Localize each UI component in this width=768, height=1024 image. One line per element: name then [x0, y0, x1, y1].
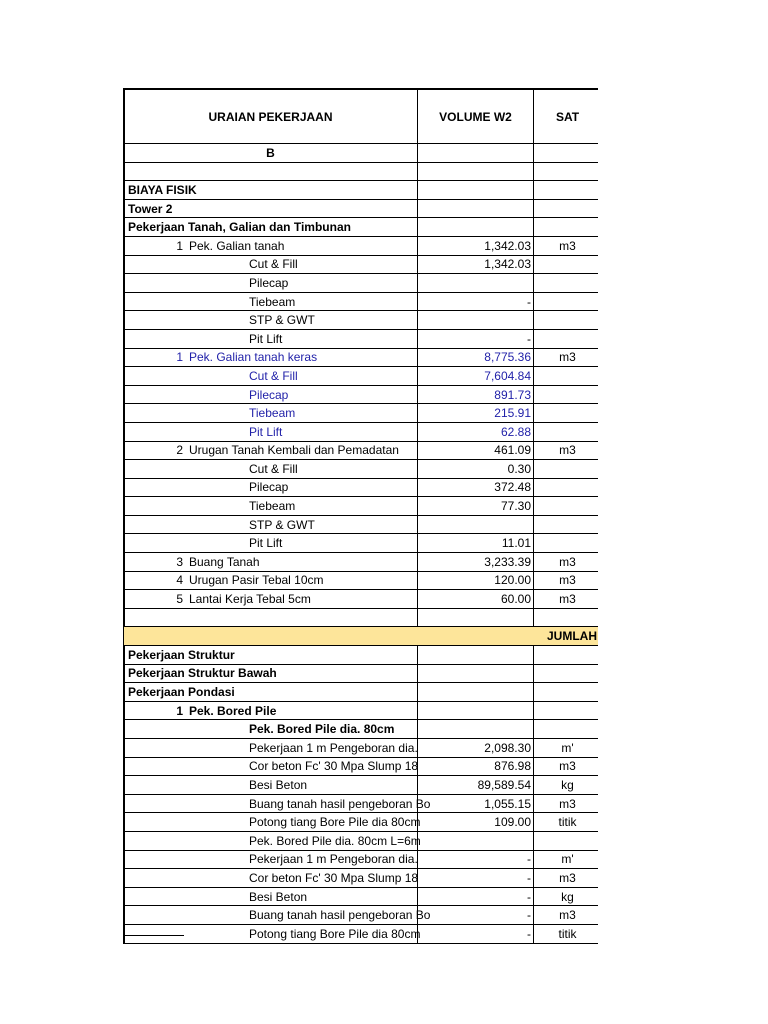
- item-description: Pekerjaan Struktur: [128, 647, 235, 662]
- table-row[interactable]: [123, 218, 598, 237]
- item-description: Pilecap: [249, 387, 289, 402]
- cell-satuan[interactable]: m': [533, 739, 601, 757]
- item-number: 4: [176, 573, 183, 588]
- cell-volume[interactable]: 89,589.54: [417, 776, 533, 794]
- jumlah-label[interactable]: JUMLAH: [547, 629, 597, 644]
- cell-satuan[interactable]: m3: [533, 795, 601, 813]
- cell-satuan[interactable]: [533, 256, 601, 274]
- table-bottom-border: [123, 935, 184, 936]
- table-row[interactable]: [123, 516, 598, 535]
- cell-volume[interactable]: [417, 832, 533, 850]
- cell-satuan[interactable]: m3: [533, 590, 601, 608]
- table-row[interactable]: [123, 163, 598, 182]
- item-description: Lantai Kerja Tebal 5cm: [189, 592, 311, 607]
- table-row[interactable]: [123, 181, 598, 200]
- item-description: Pekerjaan 1 m Pengeboran dia.: [249, 852, 418, 867]
- item-description: Pilecap: [249, 480, 289, 495]
- item-description: Pek. Galian tanah: [189, 238, 285, 253]
- table-row[interactable]: [123, 609, 598, 628]
- cell-satuan[interactable]: kg: [533, 888, 601, 906]
- item-description: Pek. Bored Pile: [189, 703, 277, 718]
- table-row[interactable]: [123, 367, 598, 386]
- item-description: Pit Lift: [249, 424, 283, 439]
- cell-satuan[interactable]: [533, 200, 601, 218]
- table-row[interactable]: [123, 665, 598, 684]
- cell-satuan[interactable]: [533, 460, 601, 478]
- item-description: Tower 2: [128, 201, 173, 216]
- cell-volume[interactable]: [417, 646, 533, 664]
- cell-volume[interactable]: 1,055.15: [417, 795, 533, 813]
- table-row[interactable]: [123, 423, 598, 442]
- table-row[interactable]: [123, 311, 598, 330]
- cell-satuan[interactable]: [533, 423, 601, 441]
- cell-satuan[interactable]: [533, 479, 601, 497]
- table-row[interactable]: [123, 776, 598, 795]
- table-row[interactable]: [123, 702, 598, 721]
- item-number: 1: [176, 350, 183, 365]
- item-number: 5: [176, 592, 183, 607]
- cell-satuan[interactable]: m3: [533, 553, 601, 571]
- item-description: Pilecap: [249, 275, 289, 290]
- table-row[interactable]: [123, 293, 598, 312]
- cell-volume[interactable]: 62.88: [417, 423, 533, 441]
- cell-satuan[interactable]: [533, 702, 601, 720]
- item-number: 1: [176, 703, 183, 718]
- table-row[interactable]: [123, 832, 598, 851]
- item-description: Besi Beton: [249, 889, 308, 904]
- item-number: 2: [176, 443, 183, 458]
- cell-volume[interactable]: 60.00: [417, 590, 533, 608]
- cell-satuan[interactable]: [533, 404, 601, 422]
- table-row[interactable]: [123, 553, 598, 572]
- cell-satuan[interactable]: titik: [533, 925, 601, 943]
- table-row[interactable]: [123, 442, 598, 461]
- table-header: [123, 88, 598, 144]
- item-description: BIAYA FISIK: [128, 182, 197, 197]
- cell-volume[interactable]: [417, 144, 533, 162]
- item-description: Tiebeam: [249, 406, 296, 421]
- table-row[interactable]: [123, 720, 598, 739]
- item-description: Tiebeam: [249, 294, 296, 309]
- item-description: Potong tiang Bore Pile dia 80cm: [249, 815, 421, 830]
- cell-volume[interactable]: 109.00: [417, 813, 533, 831]
- cell-volume[interactable]: [417, 218, 533, 236]
- cell-satuan[interactable]: titik: [533, 813, 601, 831]
- table-row[interactable]: [123, 330, 598, 349]
- cell-satuan[interactable]: [533, 609, 601, 627]
- cell-volume[interactable]: -: [417, 293, 533, 311]
- table-row[interactable]: [123, 925, 598, 944]
- cell-volume[interactable]: 77.30: [417, 497, 533, 515]
- cell-volume[interactable]: [417, 665, 533, 683]
- cell-volume[interactable]: [417, 720, 533, 738]
- cell-satuan[interactable]: [533, 144, 601, 162]
- table-row[interactable]: [123, 497, 598, 516]
- cell-uraian[interactable]: [125, 349, 464, 367]
- table-row[interactable]: [123, 386, 598, 405]
- cell-satuan[interactable]: [533, 330, 601, 348]
- cell-satuan[interactable]: [533, 293, 601, 311]
- table-row[interactable]: [123, 869, 598, 888]
- cell-uraian[interactable]: [125, 553, 464, 571]
- item-description: Buang tanah hasil pengeboran Bo: [249, 908, 431, 923]
- item-description: Pek. Galian tanah keras: [189, 350, 318, 365]
- table-row[interactable]: [123, 851, 598, 870]
- header-volume: VOLUME W2: [417, 90, 533, 143]
- cell-uraian[interactable]: [125, 590, 464, 608]
- cell-satuan[interactable]: m3: [533, 442, 601, 460]
- table-row[interactable]: [123, 200, 598, 219]
- table-row[interactable]: [123, 144, 598, 163]
- cell-volume[interactable]: 11.01: [417, 534, 533, 552]
- cell-uraian[interactable]: [125, 683, 419, 701]
- item-description: Urugan Tanah Kembali dan Pemadatan: [189, 443, 399, 458]
- item-description: Cut & Fill: [249, 461, 298, 476]
- cell-satuan[interactable]: [533, 274, 601, 292]
- cell-volume[interactable]: 0.30: [417, 460, 533, 478]
- table-row[interactable]: [123, 237, 598, 256]
- cell-volume[interactable]: 8,775.36: [417, 349, 533, 367]
- cell-volume[interactable]: [416, 627, 531, 645]
- cell-satuan[interactable]: [533, 311, 601, 329]
- cell-satuan[interactable]: [533, 386, 601, 404]
- cell-volume[interactable]: 461.09: [417, 442, 533, 460]
- cell-volume[interactable]: [417, 163, 533, 181]
- cell-uraian[interactable]: [125, 646, 419, 664]
- cell-volume[interactable]: -: [417, 925, 533, 943]
- cell-volume[interactable]: [417, 181, 533, 199]
- cell-volume[interactable]: [417, 274, 533, 292]
- item-description: Cor beton Fc' 30 Mpa Slump 18: [249, 870, 419, 885]
- table-row[interactable]: [123, 404, 598, 423]
- cell-volume[interactable]: [417, 683, 533, 701]
- item-description: Pek. Bored Pile dia. 80cm L=6m: [249, 833, 421, 848]
- cell-uraian[interactable]: [125, 665, 419, 683]
- cell-volume[interactable]: 891.73: [417, 386, 533, 404]
- cell-uraian[interactable]: [125, 237, 464, 255]
- cell-satuan[interactable]: m': [533, 851, 601, 869]
- table-row[interactable]: [123, 739, 598, 758]
- item-description: Besi Beton: [249, 777, 308, 792]
- item-description: Cut & Fill: [249, 368, 298, 383]
- item-description: Pekerjaan Tanah, Galian dan Timbunan: [128, 220, 351, 235]
- table-row[interactable]: [123, 460, 598, 479]
- cell-uraian[interactable]: [125, 218, 419, 236]
- table-row[interactable]: [123, 572, 598, 591]
- item-description: Pekerjaan Struktur Bawah: [128, 666, 277, 681]
- cell-satuan[interactable]: [533, 497, 601, 515]
- cell-satuan[interactable]: [533, 646, 601, 664]
- cell-volume[interactable]: [417, 200, 533, 218]
- cell-volume[interactable]: -: [417, 851, 533, 869]
- item-description: Pekerjaan Pondasi: [128, 685, 235, 700]
- cell-satuan[interactable]: [533, 181, 601, 199]
- cell-satuan[interactable]: [533, 665, 601, 683]
- cell-uraian[interactable]: [125, 442, 464, 460]
- table-row[interactable]: [123, 274, 598, 293]
- cell-volume[interactable]: 876.98: [417, 758, 533, 776]
- cell-satuan[interactable]: [533, 163, 601, 181]
- table-row[interactable]: [123, 758, 598, 777]
- table-body: [123, 144, 598, 944]
- cell-uraian[interactable]: [125, 572, 464, 590]
- jumlah-row[interactable]: [123, 627, 598, 646]
- cell-volume[interactable]: -: [417, 330, 533, 348]
- table-row[interactable]: [123, 479, 598, 498]
- header-uraian: URAIAN PEKERJAAN: [208, 109, 333, 124]
- cell-volume[interactable]: [417, 702, 533, 720]
- table-row[interactable]: [123, 349, 598, 368]
- cell-volume[interactable]: 1,342.03: [417, 256, 533, 274]
- item-description: STP & GWT: [249, 313, 315, 328]
- header-sat: SAT: [533, 90, 601, 143]
- table-row[interactable]: [123, 534, 598, 553]
- table-row[interactable]: [123, 590, 598, 609]
- item-description: Pek. Bored Pile dia. 80cm: [249, 722, 395, 737]
- table-row[interactable]: [123, 256, 598, 275]
- item-description: Buang Tanah: [189, 554, 260, 569]
- item-description: Urugan Pasir Tebal 10cm: [189, 573, 324, 588]
- cell-volume[interactable]: [417, 609, 533, 627]
- cell-uraian[interactable]: [125, 702, 464, 720]
- item-description: Cor beton Fc' 30 Mpa Slump 18: [249, 759, 419, 774]
- item-description: Tiebeam: [249, 499, 296, 514]
- table-row[interactable]: [123, 813, 598, 832]
- cell-volume[interactable]: -: [417, 869, 533, 887]
- item-description: Cut & Fill: [249, 257, 298, 272]
- item-description: B: [266, 145, 275, 160]
- cell-volume[interactable]: [417, 516, 533, 534]
- cell-satuan[interactable]: m3: [533, 906, 601, 924]
- table-row[interactable]: [123, 888, 598, 907]
- cell-volume[interactable]: [417, 311, 533, 329]
- table-row[interactable]: [123, 683, 598, 702]
- item-description: STP & GWT: [249, 517, 315, 532]
- cell-uraian[interactable]: [124, 627, 415, 645]
- cell-volume[interactable]: -: [417, 888, 533, 906]
- cell-uraian[interactable]: [125, 200, 419, 218]
- cell-volume[interactable]: 372.48: [417, 479, 533, 497]
- table-row[interactable]: [123, 646, 598, 665]
- cell-satuan[interactable]: [533, 516, 601, 534]
- cell-volume[interactable]: 7,604.84: [417, 367, 533, 385]
- item-description: Pit Lift: [249, 331, 283, 346]
- cell-volume[interactable]: 120.00: [417, 572, 533, 590]
- cell-satuan[interactable]: [533, 683, 601, 701]
- item-number: 3: [176, 554, 183, 569]
- cell-satuan[interactable]: kg: [533, 776, 601, 794]
- cell-satuan[interactable]: m3: [533, 237, 601, 255]
- item-description: Potong tiang Bore Pile dia 80cm: [249, 926, 421, 941]
- item-description: Pit Lift: [249, 536, 283, 551]
- cell-volume[interactable]: 2,098.30: [417, 739, 533, 757]
- table-row[interactable]: [123, 795, 598, 814]
- cell-satuan[interactable]: [533, 218, 601, 236]
- cell-volume[interactable]: 3,233.39: [417, 553, 533, 571]
- table-row[interactable]: [123, 906, 598, 925]
- cell-satuan[interactable]: [533, 720, 601, 738]
- cell-uraian[interactable]: [125, 163, 416, 181]
- spreadsheet: [123, 88, 598, 944]
- cell-uraian[interactable]: [125, 181, 419, 199]
- cell-satuan[interactable]: m3: [533, 758, 601, 776]
- cell-volume[interactable]: 215.91: [417, 404, 533, 422]
- cell-satuan[interactable]: [533, 367, 601, 385]
- cell-satuan[interactable]: [533, 832, 601, 850]
- cell-satuan[interactable]: [533, 534, 601, 552]
- cell-satuan[interactable]: m3: [533, 572, 601, 590]
- cell-volume[interactable]: -: [417, 906, 533, 924]
- cell-satuan[interactable]: m3: [533, 349, 601, 367]
- item-description: Pekerjaan 1 m Pengeboran dia.: [249, 740, 418, 755]
- cell-satuan[interactable]: m3: [533, 869, 601, 887]
- item-description: Buang tanah hasil pengeboran Bo: [249, 796, 431, 811]
- item-number: 1: [176, 238, 183, 253]
- cell-uraian[interactable]: [125, 144, 416, 162]
- cell-volume[interactable]: 1,342.03: [417, 237, 533, 255]
- cell-uraian[interactable]: [125, 609, 416, 627]
